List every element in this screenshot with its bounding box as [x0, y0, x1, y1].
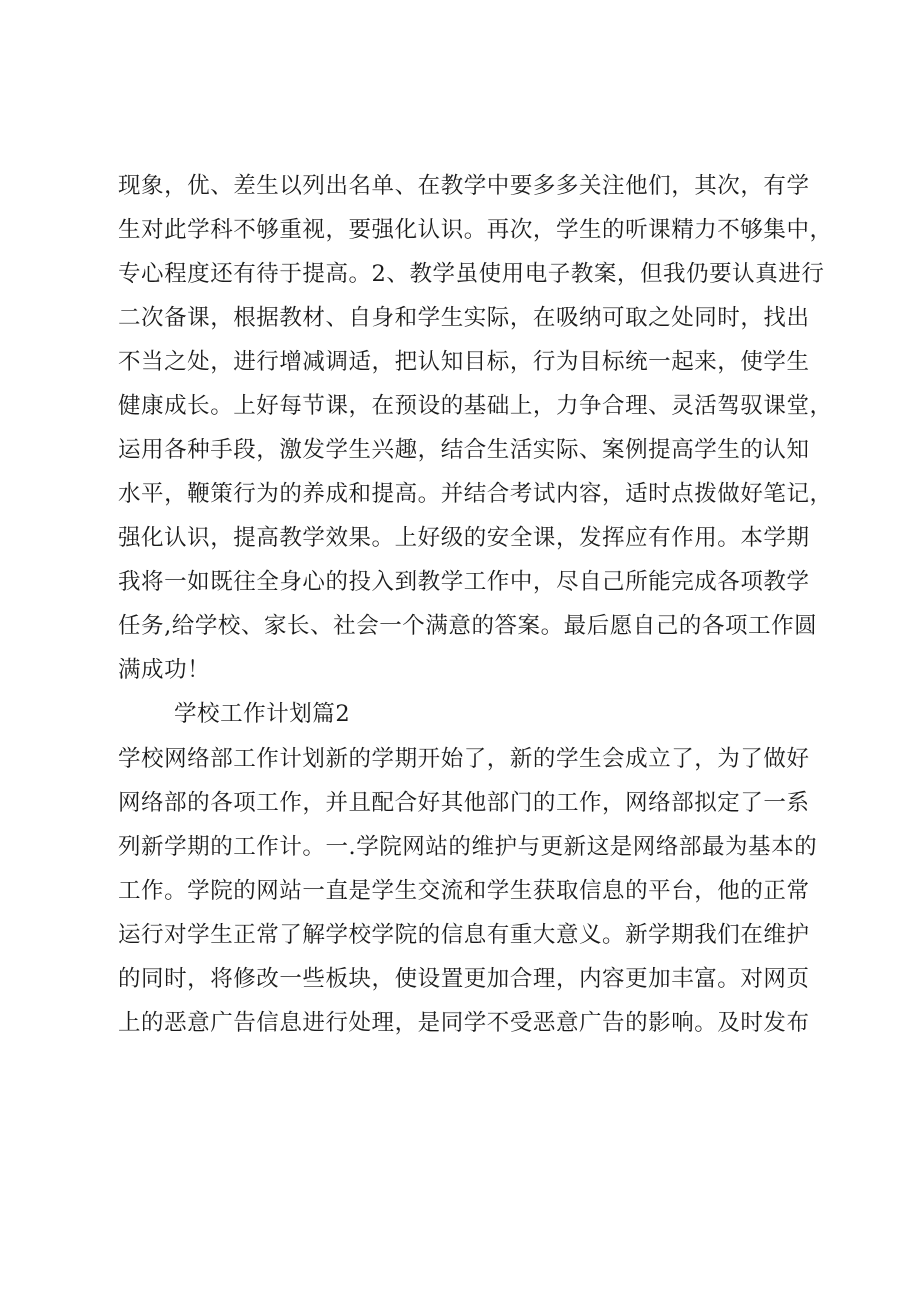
- paragraph-1-line-8: 水平，鞭策行为的养成和提高。并结合考试内容，适时点拨做好笔记，: [118, 481, 833, 507]
- paragraph-2-line-2: 网络部的各项工作，并且配合好其他部门的工作，网络部拟定了一系: [118, 790, 810, 816]
- paragraph-2-line-4: 工作。学院的网站一直是学生交流和学生获取信息的平台，他的正常: [118, 878, 810, 904]
- paragraph-1-line-4: 二次备课，根据教材、自身和学生实际，在吸纳可取之处同时，找出: [118, 305, 810, 331]
- paragraph-1-line-7: 运用各种手段，激发学生兴趣，结合生活实际、案例提高学生的认知: [118, 437, 810, 463]
- paragraph-2-line-5: 运行对学生正常了解学校学院的信息有重大意义。新学期我们在维护: [118, 922, 810, 948]
- paragraph-2-line-7: 上的恶意广告信息进行处理，是同学不受恶意广告的影响。及时发布: [118, 1010, 810, 1036]
- paragraph-1-line-5: 不当之处，进行增减调适，把认知目标，行为目标统一起来，使学生: [118, 349, 810, 375]
- paragraph-1-line-9: 强化认识，提高教学效果。上好级的安全课，发挥应有作用。本学期: [118, 525, 810, 551]
- paragraph-1-line-2: 生对此学科不够重视，要强化认识。再次，学生的听课精力不够集中，: [118, 217, 833, 243]
- paragraph-1-line-11: 任务,给学校、家长、社会一个满意的答案。最后愿自己的各项工作圆: [118, 613, 818, 639]
- paragraph-2-line-6: 的同时，将修改一些板块，使设置更加合理，内容更加丰富。对网页: [118, 966, 810, 992]
- paragraph-1-line-6: 健康成长。上好每节课，在预设的基础上，力争合理、灵活驾驭课堂，: [118, 393, 833, 419]
- paragraph-2-line-3: 列新学期的工作计。一.学院网站的维护与更新这是网络部最为基本的: [118, 834, 818, 860]
- paragraph-1-line-1: 现象，优、差生以列出名单、在教学中要多多关注他们，其次，有学: [118, 173, 810, 199]
- paragraph-1-line-10: 我将一如既往全身心的投入到教学工作中，尽自己所能完成各项教学: [118, 569, 810, 595]
- section-heading: 学校工作计划篇2: [174, 701, 351, 727]
- paragraph-1-line-12: 满成功！: [118, 657, 211, 683]
- paragraph-2-line-1: 学校网络部工作计划新的学期开始了，新的学生会成立了，为了做好: [118, 746, 810, 772]
- paragraph-1-line-3: 专心程度还有待于提高。2、教学虽使用电子教案，但我仍要认真进行: [118, 261, 825, 287]
